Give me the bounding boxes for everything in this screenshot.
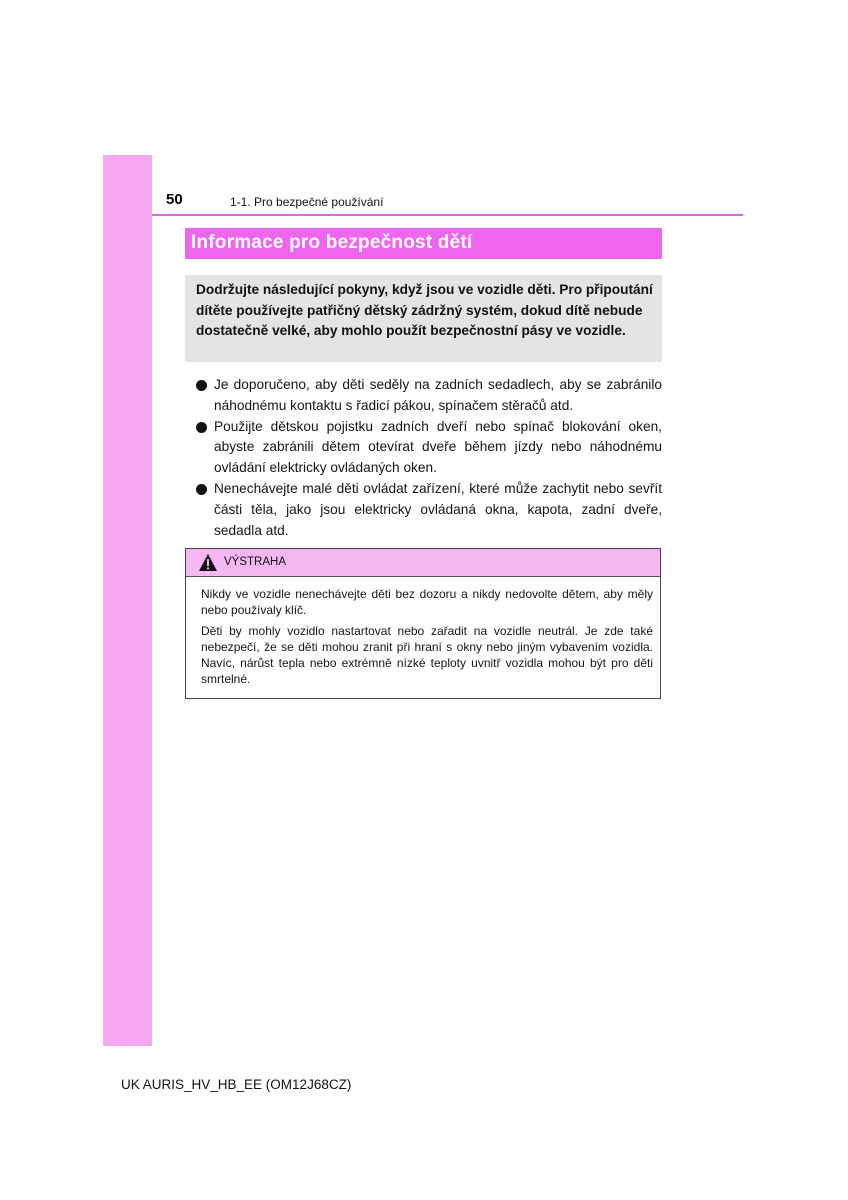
bullet-icon	[196, 484, 207, 495]
page-number: 50	[166, 191, 183, 208]
header-rule	[152, 214, 743, 216]
warning-paragraph: Děti by mohly vozidlo nastartovat nebo zařadit na vozidle neutrál. Je zde také nebezpečí, že se děti mohou zranit při hraní s okny nebo jiným vybavením vozidla. Navíc, nárůst tepla nebo extrémně nízké teploty uvnitř vozidla mohou být pro děti smrtelné.	[201, 624, 653, 686]
list-item	[196, 479, 662, 541]
bullet-list	[196, 375, 662, 541]
bullet-icon	[196, 422, 207, 433]
warning-box	[185, 548, 661, 699]
section-title-bar	[185, 228, 662, 259]
section-title: Informace pro bezpečnost dětí	[191, 232, 473, 253]
warning-title: VÝSTRAHA	[224, 556, 286, 568]
section-path: 1-1. Pro bezpečné používání	[230, 195, 384, 209]
warning-header	[186, 549, 660, 577]
warning-body	[201, 586, 653, 692]
warning-paragraph: Nikdy ve vozidle nenechávejte děti bez dozoru a nikdy nedovolte dětem, aby měly nebo používaly klíč.	[201, 587, 653, 617]
list-item-text: Použijte dětskou pojistku zadních dveří nebo spínač blokování oken, abyste zabránili dětem otevírat dveře během jízdy nebo náhodnému ovládání elektricky ovládaných oken.	[214, 418, 662, 476]
list-item	[196, 417, 662, 479]
bullet-icon	[196, 380, 207, 391]
footer-code: UK AURIS_HV_HB_EE (OM12J68CZ)	[121, 1077, 352, 1092]
warning-icon	[198, 553, 218, 572]
intro-text: Dodržujte následující pokyny, když jsou ve vozidle děti. Pro připoutání dítěte používejte patřičný dětský zádržný systém, dokud dítě nebude dostatečně velké, aby mohlo použít bezpečnostní pásy ve vozidle.	[196, 282, 653, 338]
list-item-text: Je doporučeno, aby děti seděly na zadních sedadlech, aby se zabránilo náhodnému kontaktu s řadicí pákou, spínačem stěračů atd.	[214, 377, 662, 413]
intro-box	[185, 275, 662, 362]
list-item	[196, 375, 662, 417]
list-item-text: Nenechávejte malé děti ovládat zařízení, které může zachytit nebo sevřít části těla, jako jsou elektricky ovládaná okna, kapota, zadní dveře, sedadla atd.	[214, 480, 662, 538]
side-tab-marker	[103, 155, 152, 1046]
